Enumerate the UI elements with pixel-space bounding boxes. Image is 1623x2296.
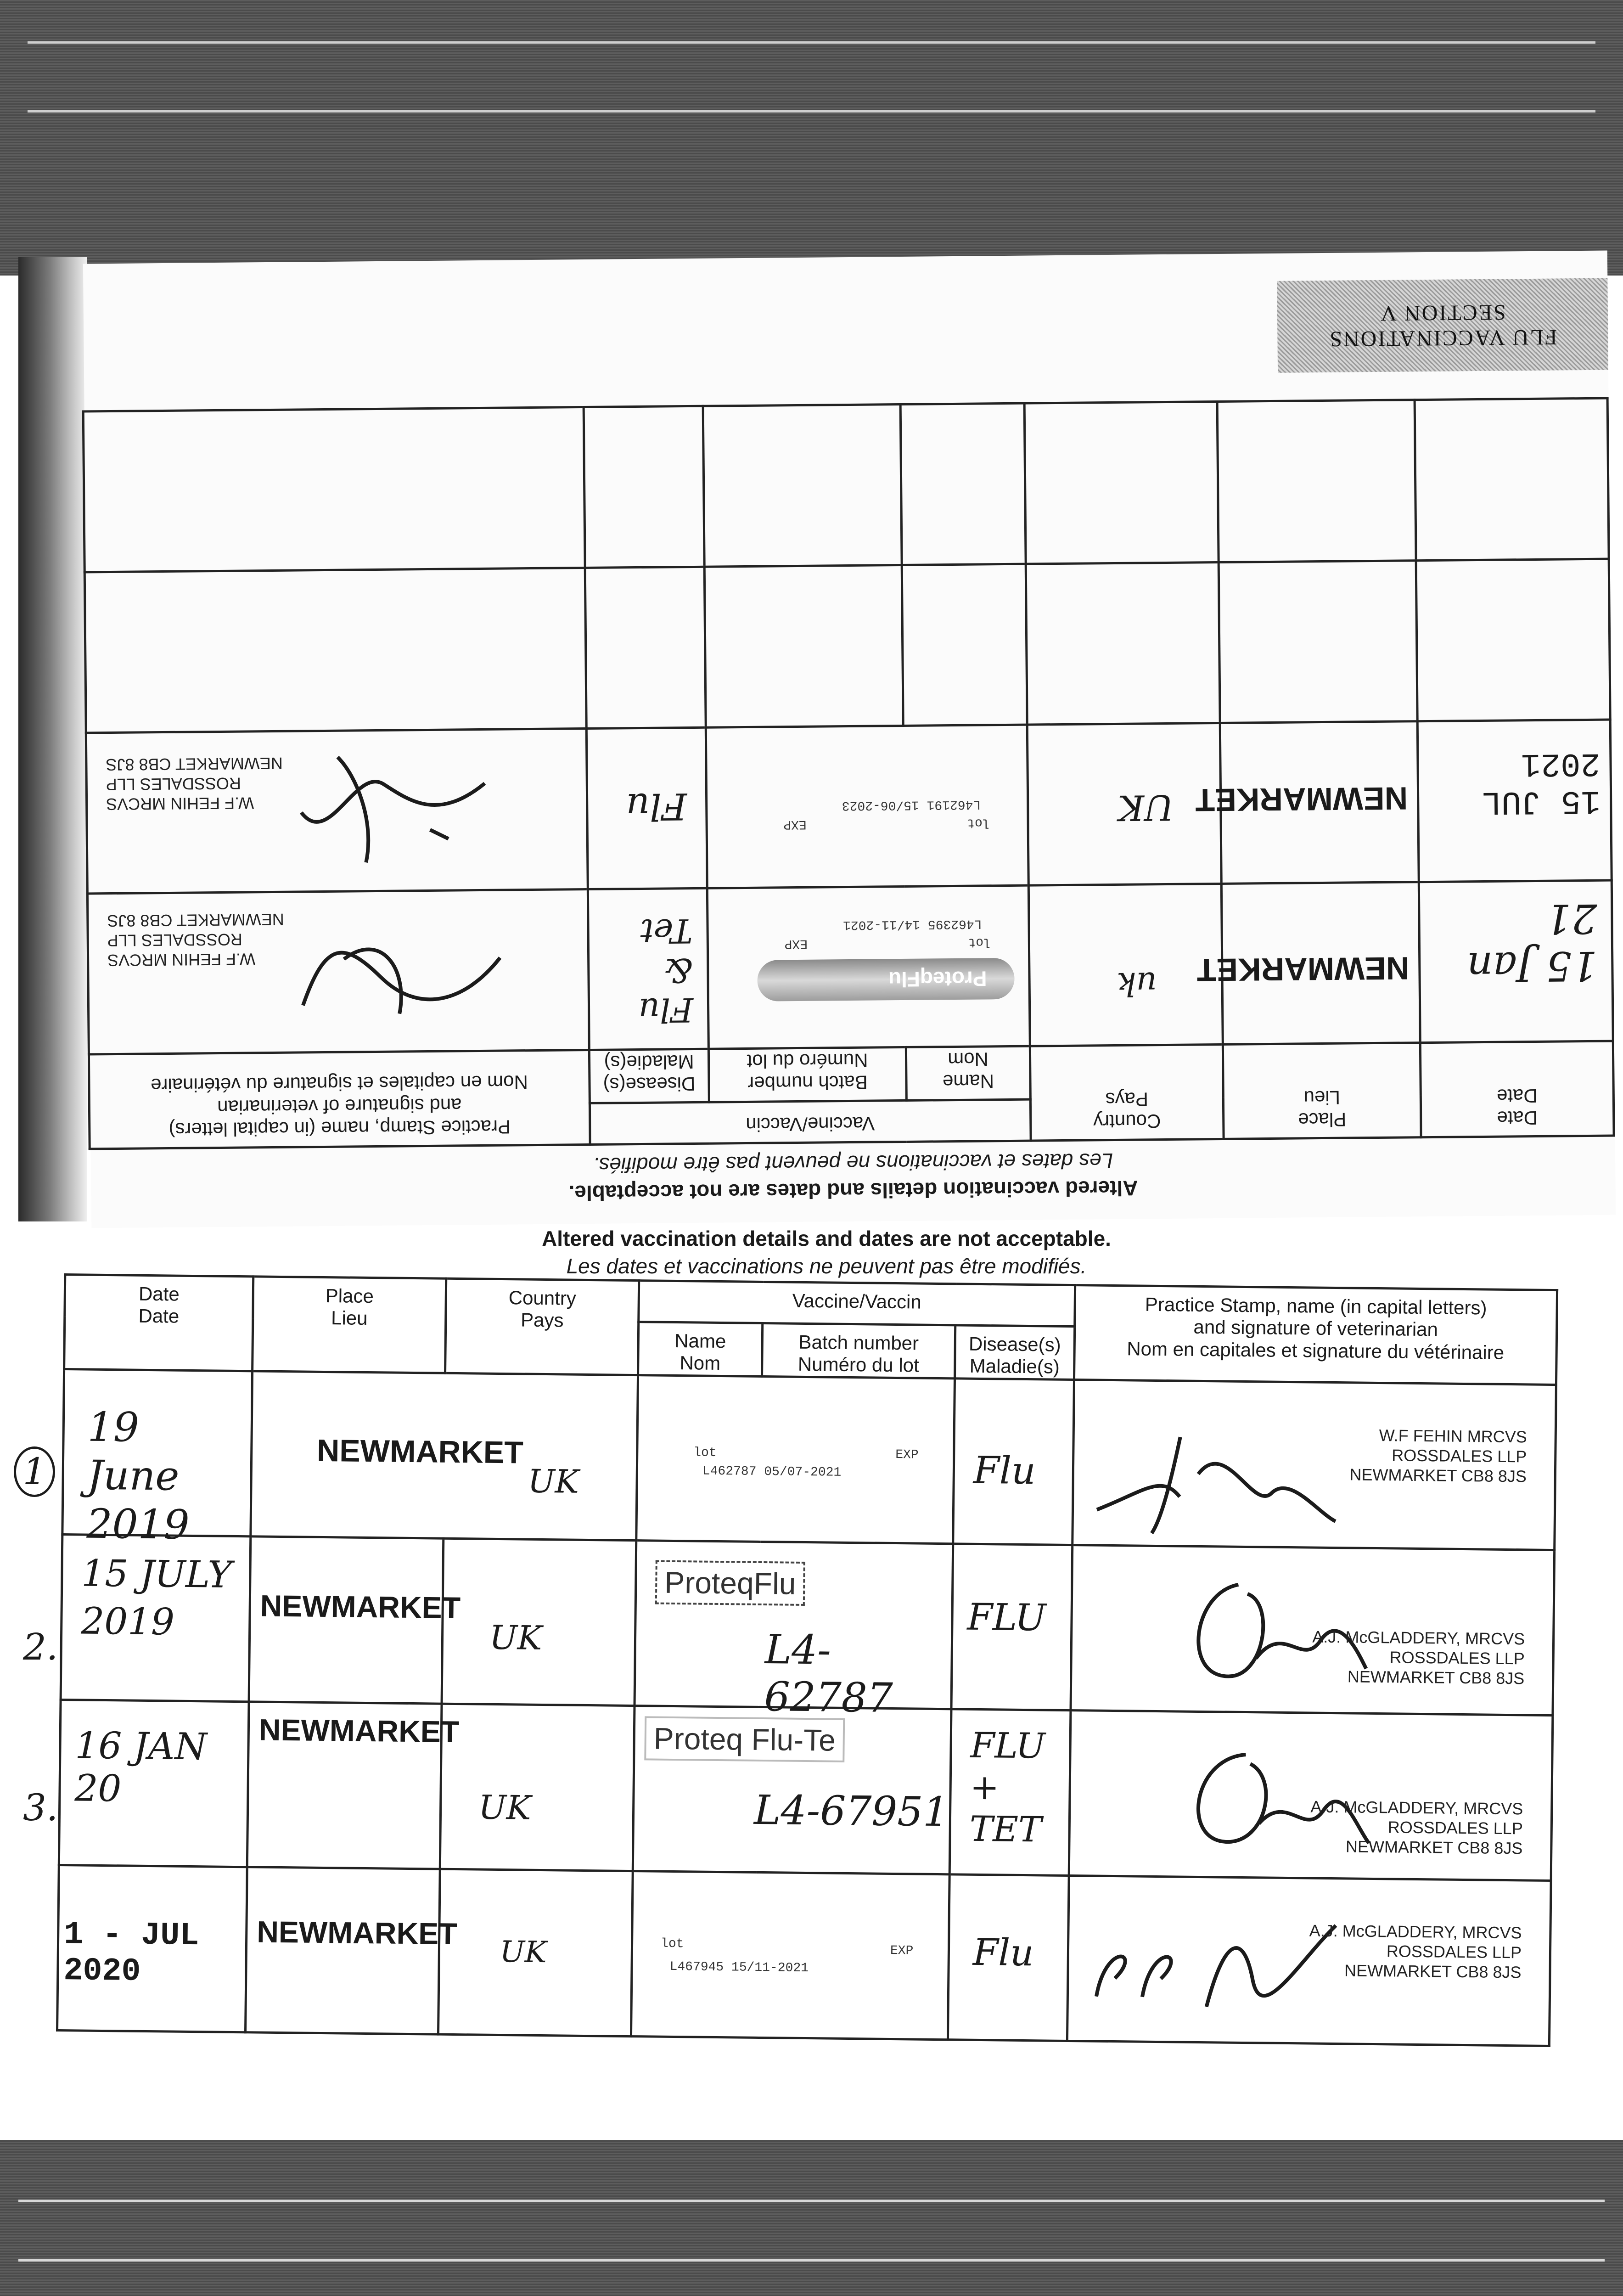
section-v-badge: FLU VACCINATIONS SECTION V bbox=[1277, 278, 1608, 373]
lower-row-1-date: 19 June 2019 bbox=[86, 1403, 190, 1548]
lower-row-3-country: UK bbox=[478, 1788, 532, 1827]
header-country: Country Pays bbox=[1030, 1045, 1224, 1141]
signature-fehin-lower bbox=[1087, 1418, 1346, 1540]
upper-row-1-lot-label: lot bbox=[968, 934, 991, 950]
proteqflu-sticker: ProteqFlu bbox=[757, 958, 1015, 1002]
upper-row-1-disease: Flu & Tet bbox=[638, 911, 694, 1030]
lower-row-1-batch: L462787 05/07-2021 bbox=[702, 1464, 842, 1480]
upper-vaccination-table bbox=[82, 397, 1615, 1150]
lower-row-2-country: UK bbox=[489, 1618, 542, 1657]
scan-border-bottom bbox=[0, 2140, 1623, 2296]
lower-header-place: Place Lieu bbox=[253, 1277, 446, 1373]
header-place: Place Lieu bbox=[1223, 1043, 1421, 1139]
lower-row-3-date: 16 JAN 20 bbox=[74, 1723, 208, 1810]
upper-row-2 bbox=[86, 720, 1612, 894]
lower-row-4-place: NEWMARKET bbox=[256, 1914, 457, 1951]
signature-mcgladdery-3 bbox=[1087, 1904, 1345, 2026]
lower-row-3 bbox=[59, 1699, 1553, 1880]
lower-header-country: Country Pays bbox=[445, 1278, 639, 1375]
row-number-2: 2. bbox=[23, 1626, 58, 1668]
header-date: Date Date bbox=[1420, 1041, 1614, 1137]
header-disease: Disease(s) Maladie(s) bbox=[589, 1049, 709, 1103]
lower-row-2 bbox=[61, 1534, 1555, 1715]
scan-border-top bbox=[0, 0, 1623, 276]
lower-row-4-disease: Flu bbox=[972, 1930, 1034, 1974]
upper-page bbox=[83, 251, 1616, 1228]
upper-row-1-batch: L462395 14/11-2021 bbox=[842, 916, 982, 932]
upper-row-1-date: 15 Jan 21 bbox=[1466, 895, 1598, 991]
lower-row-2-place: NEWMARKET bbox=[260, 1588, 461, 1625]
lower-row-1-disease: Flu bbox=[973, 1448, 1036, 1493]
lower-row-1-stamp: W.F FEHIN MRCVS ROSSDALES LLP NEWMARKET CB8 8JS bbox=[1349, 1425, 1528, 1486]
lower-row-2-disease: FLU bbox=[967, 1595, 1046, 1639]
upper-row-2-date: 15 JUL 2021 bbox=[1481, 744, 1601, 821]
lower-row-1-country: UK bbox=[528, 1462, 579, 1501]
upper-row-1-stamp: W.F FEHIN MRCVS ROSSDALES LLP NEWMARKET CB8 8JS bbox=[107, 910, 284, 970]
lower-row-4-date: 1 - JUL 2020 bbox=[63, 1916, 199, 1990]
lower-row-1-exp-label: EXP bbox=[895, 1447, 919, 1463]
row-number-3: 3. bbox=[23, 1786, 58, 1829]
signature-fehin bbox=[279, 912, 519, 1034]
lower-table-wrap bbox=[56, 1273, 1556, 2097]
upper-altered-notice-en: Altered vaccination details and dates are not acceptable. bbox=[568, 1176, 1138, 1205]
header-stamp: Practice Stamp, name (in capital letters) and signature of veterinarian Nom en capitales et signature du vétérinaire bbox=[89, 1050, 590, 1149]
lower-row-3-stamp: A.J. McGLADDERY, MRCVS ROSSDALES LLP NEWMARKET CB8 8JS bbox=[1310, 1797, 1523, 1858]
lower-vaccination-table bbox=[56, 1273, 1558, 2047]
lower-header-batch: Batch number Numéro du lot bbox=[762, 1323, 955, 1378]
upper-row-1-country: uk bbox=[1116, 965, 1157, 1003]
upper-row-empty-2 bbox=[83, 398, 1609, 572]
lower-row-1-lot-label: lot bbox=[693, 1446, 717, 1460]
lower-row-4-stamp: A.J. McGLADDERY, MRCVS ROSSDALES LLP NEWMARKET CB8 8JS bbox=[1309, 1921, 1522, 1982]
lower-row-4-country: UK bbox=[500, 1935, 547, 1970]
lower-row-4-lot-label: lot bbox=[660, 1936, 684, 1951]
upper-row-2-disease: Flu bbox=[626, 785, 687, 828]
upper-row-2-place: NEWMARKET bbox=[1195, 780, 1408, 818]
lower-row-3-vaccine-name: Proteq Flu-Te bbox=[644, 1716, 845, 1762]
header-batch: Batch number Numéro du lot bbox=[708, 1047, 906, 1102]
signature-fehin-2 bbox=[273, 747, 504, 877]
row-number-1: 1 bbox=[14, 1446, 55, 1497]
lower-row-2-date: 15 JULY 2019 bbox=[80, 1552, 232, 1643]
lower-row-2-stamp: A.J. McGLADDERY, MRCVS ROSSDALES LLP NEWMARKET CB8 8JS bbox=[1312, 1627, 1525, 1688]
upper-row-2-exp-label: EXP bbox=[783, 817, 807, 832]
upper-row-1-exp-label: EXP bbox=[784, 936, 808, 951]
lower-row-1-place: NEWMARKET bbox=[316, 1433, 524, 1470]
lower-row-2-vaccine-name: ProteqFlu bbox=[655, 1560, 805, 1605]
lower-altered-notice-en: Altered vaccination details and dates are not acceptable. bbox=[542, 1227, 1111, 1250]
upper-row-2-lot-label: lot bbox=[967, 815, 990, 830]
header-vaccine: Vaccine/Vaccin bbox=[590, 1099, 1031, 1144]
lower-header-vaccine: Vaccine/Vaccin bbox=[639, 1281, 1075, 1327]
upper-row-1-place: NEWMARKET bbox=[1196, 950, 1410, 988]
lower-row-4 bbox=[57, 1865, 1551, 2046]
upper-row-2-batch: L462191 15/06-2023 bbox=[842, 797, 981, 813]
lower-row-3-disease: FLU + TET bbox=[969, 1724, 1046, 1850]
lower-row-4-batch: L467945 15/11-2021 bbox=[669, 1959, 809, 1975]
lower-header-stamp: Practice Stamp, name (in capital letters) and signature of veterinarian Nom en capitales et signature du vétérinaire bbox=[1074, 1285, 1557, 1385]
lower-row-3-batch: L4-67951 bbox=[753, 1786, 949, 1835]
upper-row-2-stamp: W.F FEHIN MRCVS ROSSDALES LLP NEWMARKET CB8 8JS bbox=[106, 754, 283, 814]
upper-row-2-country: UK bbox=[1118, 787, 1174, 829]
upper-row-empty-1 bbox=[84, 559, 1610, 733]
lower-row-3-place: NEWMARKET bbox=[258, 1712, 460, 1749]
passport-spine bbox=[18, 257, 87, 1221]
lower-header-vaccine-name: Name Nom bbox=[638, 1322, 763, 1376]
lower-row-1 bbox=[62, 1369, 1556, 1550]
upper-altered-notice-fr: Les dates et vaccinations ne peuvent pas être modifiés. bbox=[593, 1149, 1113, 1177]
upper-row-1 bbox=[87, 880, 1613, 1054]
lower-altered-notice-fr: Les dates et vaccinations ne peuvent pas être modifiés. bbox=[566, 1254, 1087, 1278]
header-vaccine-name: Name Nom bbox=[906, 1046, 1030, 1100]
lower-header-date: Date Date bbox=[64, 1275, 253, 1371]
lower-row-4-exp-label: EXP bbox=[890, 1943, 914, 1958]
upper-page-rotated-content bbox=[83, 251, 1616, 1228]
lower-row-2-batch: L4-62787 bbox=[764, 1625, 893, 1722]
lower-header-disease: Disease(s) Maladie(s) bbox=[955, 1325, 1075, 1379]
